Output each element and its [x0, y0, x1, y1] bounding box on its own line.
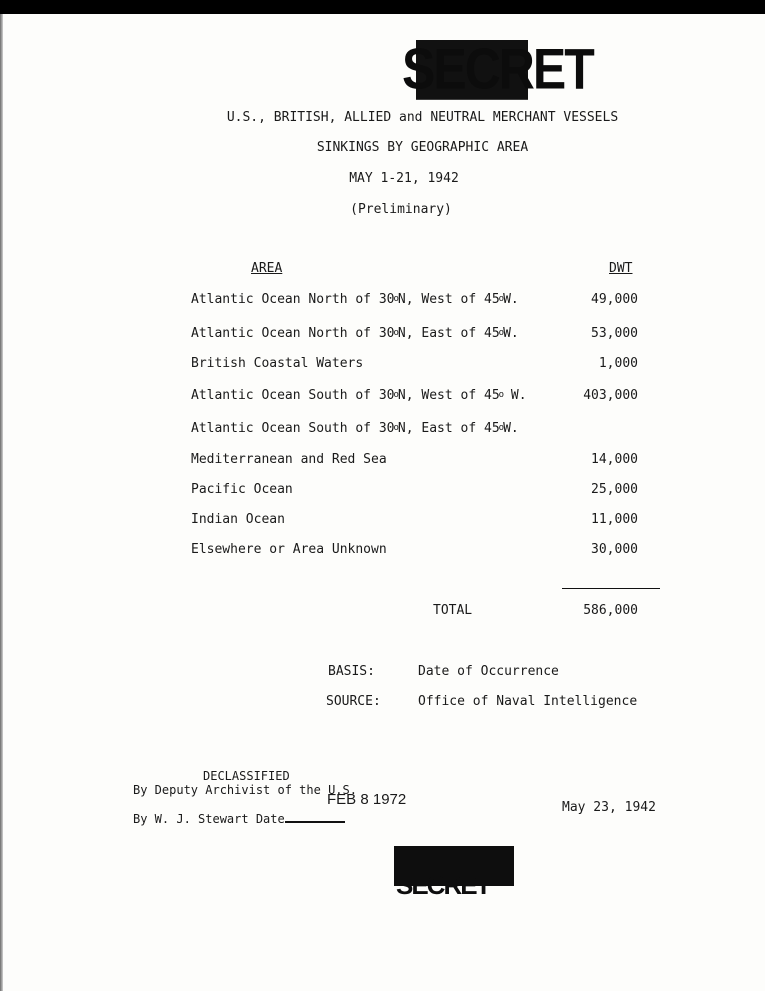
document-date: May 23, 1942	[562, 800, 656, 815]
declassified-line-2: By W. J. Stewart Date	[133, 811, 345, 827]
source-label: SOURCE:	[326, 694, 381, 709]
secret-stamp-bottom	[394, 846, 514, 900]
secret-stamp-top	[402, 36, 593, 104]
scan-top-border	[0, 0, 765, 14]
source-value: Office of Naval Intelligence	[418, 694, 638, 709]
scan-left-edge	[0, 14, 3, 991]
title-preliminary: (Preliminary)	[350, 202, 452, 217]
table-row-area: Elsewhere or Area Unknown	[191, 542, 387, 557]
secret-stamp-text: SECRET	[402, 36, 593, 101]
table-row-dwt: 49,000	[591, 292, 638, 307]
column-header-dwt: DWT	[609, 261, 633, 276]
table-row-dwt: 30,000	[591, 542, 638, 557]
secret-stamp-text: SECRET	[396, 870, 490, 900]
table-row-dwt: 14,000	[591, 452, 638, 467]
date-underline	[285, 811, 345, 823]
total-value: 586,000	[583, 603, 638, 618]
total-label: TOTAL	[433, 603, 473, 618]
title-line-2: SINKINGS BY GEOGRAPHIC AREA	[316, 140, 529, 155]
table-row-area: British Coastal Waters	[191, 356, 364, 371]
table-row-area: Pacific Ocean	[191, 482, 293, 497]
total-rule	[562, 588, 660, 589]
title-date-range: MAY 1-21, 1942	[349, 171, 459, 186]
declassified-stamp-date: FEB 8 1972	[327, 791, 407, 808]
table-row-dwt: 11,000	[591, 512, 638, 527]
table-row-area: Indian Ocean	[191, 512, 285, 527]
basis-label: BASIS:	[328, 664, 375, 679]
table-row-area: Atlantic Ocean South of 30$^o$N, East of 45$^o$W.	[191, 421, 519, 436]
basis-value: Date of Occurrence	[418, 664, 559, 679]
table-row-area: Atlantic Ocean South of 30$^o$N, West of 45$^o$ W.	[191, 388, 527, 403]
table-row-dwt: 53,000	[591, 326, 638, 341]
table-row-area: Atlantic Ocean North of 30$^o$N, West of 45$^o$W.	[191, 292, 519, 307]
table-row-dwt: 403,000	[583, 388, 638, 403]
table-row-area: Atlantic Ocean North of 30$^o$N, East of 45$^o$W.	[191, 326, 519, 341]
declassified-heading: DECLASSIFIED	[203, 769, 290, 783]
table-row-dwt: 1,000	[598, 356, 638, 371]
column-header-area: AREA	[251, 261, 283, 276]
table-row-dwt: 25,000	[591, 482, 638, 497]
title-line-1: U.S., BRITISH, ALLIED and NEUTRAL MERCHANT VESSELS	[226, 110, 619, 125]
declassified-line-1: By Deputy Archivist of the U.S.	[133, 783, 357, 797]
table-row-area: Mediterranean and Red Sea	[191, 452, 387, 467]
